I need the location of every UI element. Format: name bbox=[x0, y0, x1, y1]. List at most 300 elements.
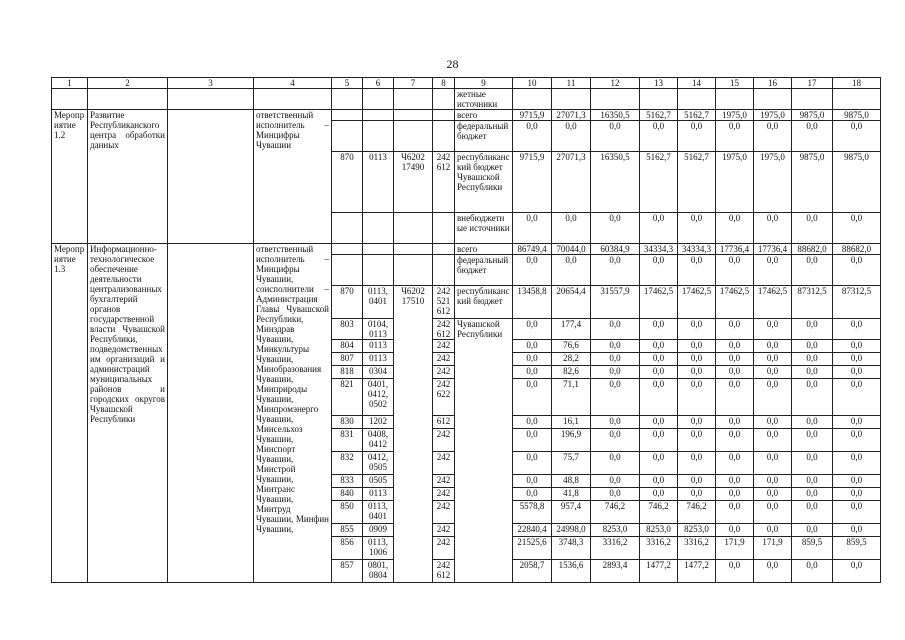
code-cell: 242 612 bbox=[433, 319, 455, 340]
column-number: 12 bbox=[591, 78, 640, 89]
value-cell: 3316,2 bbox=[591, 537, 640, 560]
empty-cell bbox=[168, 110, 254, 244]
empty-cell bbox=[363, 89, 394, 110]
value-cell: 0,0 bbox=[792, 255, 833, 286]
value-cell: 0,0 bbox=[716, 452, 754, 475]
value-cell: 0,0 bbox=[833, 319, 881, 340]
value-cell: 24998,0 bbox=[552, 524, 591, 537]
value-cell: 177,4 bbox=[552, 319, 591, 340]
column-number: 9 bbox=[455, 78, 513, 89]
column-number: 18 bbox=[833, 78, 881, 89]
value-cell: 0,0 bbox=[678, 366, 716, 379]
value-cell: 75,7 bbox=[552, 452, 591, 475]
value-cell: 0,0 bbox=[716, 488, 754, 501]
value-cell: 0,0 bbox=[792, 501, 833, 524]
value-cell: 82,6 bbox=[552, 366, 591, 379]
funding-source: всего bbox=[455, 244, 513, 255]
value-cell: 0,0 bbox=[513, 429, 552, 452]
value-cell: 0,0 bbox=[833, 488, 881, 501]
value-cell: 0,0 bbox=[754, 452, 792, 475]
value-cell: 0,0 bbox=[640, 319, 678, 340]
empty-cell bbox=[640, 89, 678, 110]
value-cell: 0,0 bbox=[591, 475, 640, 488]
page-number: 28 bbox=[446, 57, 459, 71]
code-cell: 870 bbox=[332, 152, 363, 213]
funding-source: федеральный бюджет bbox=[455, 121, 513, 152]
code-cell: 242 bbox=[433, 537, 455, 560]
table-row bbox=[52, 244, 881, 255]
value-cell: 0,0 bbox=[716, 416, 754, 429]
value-cell: 196,9 bbox=[552, 429, 591, 452]
code-cell: 870 bbox=[332, 286, 363, 319]
code-cell: 0505 bbox=[363, 475, 394, 488]
value-cell: 0,0 bbox=[833, 366, 881, 379]
empty-cell bbox=[433, 213, 455, 244]
empty-cell bbox=[332, 255, 363, 286]
value-cell: 17462,5 bbox=[678, 286, 716, 319]
value-cell: 0,0 bbox=[716, 319, 754, 340]
value-cell: 5162,7 bbox=[640, 110, 678, 121]
funding-source: республиканский бюджет bbox=[455, 286, 513, 319]
value-cell: 17462,5 bbox=[754, 286, 792, 319]
value-cell: 0,0 bbox=[754, 501, 792, 524]
column-number: 17 bbox=[792, 78, 833, 89]
value-cell: 0,0 bbox=[754, 475, 792, 488]
value-cell: 0,0 bbox=[754, 366, 792, 379]
value-cell: 0,0 bbox=[754, 488, 792, 501]
code-cell: 0104, 0113 bbox=[363, 319, 394, 340]
value-cell: 746,2 bbox=[640, 501, 678, 524]
value-cell: 0,0 bbox=[513, 488, 552, 501]
value-cell: 1975,0 bbox=[754, 152, 792, 213]
value-cell: 2893,4 bbox=[591, 560, 640, 583]
value-cell: 34334,3 bbox=[640, 244, 678, 255]
measure-name: Развитие Республиканского центра обработки данных bbox=[88, 110, 168, 244]
value-cell: 0,0 bbox=[591, 452, 640, 475]
code-cell: 0401, 0412, 0502 bbox=[363, 379, 394, 416]
value-cell: 0,0 bbox=[833, 121, 881, 152]
value-cell: 88682,0 bbox=[792, 244, 833, 255]
value-cell: 0,0 bbox=[640, 366, 678, 379]
value-cell: 0,0 bbox=[513, 255, 552, 286]
code-cell: 0909 bbox=[363, 524, 394, 537]
value-cell: 0,0 bbox=[640, 379, 678, 416]
value-cell: 9715,9 bbox=[513, 152, 552, 213]
value-cell: 0,0 bbox=[833, 213, 881, 244]
value-cell: 48,8 bbox=[552, 475, 591, 488]
value-cell: 86749,4 bbox=[513, 244, 552, 255]
value-cell: 9875,0 bbox=[792, 152, 833, 213]
code-cell: 242 bbox=[433, 429, 455, 452]
value-cell: 5578,8 bbox=[513, 501, 552, 524]
empty-cell bbox=[363, 213, 394, 244]
value-cell: 0,0 bbox=[640, 429, 678, 452]
value-cell: 0,0 bbox=[513, 340, 552, 353]
empty-cell bbox=[552, 89, 591, 110]
value-cell: 0,0 bbox=[792, 452, 833, 475]
value-cell: 0,0 bbox=[754, 429, 792, 452]
empty-cell bbox=[332, 121, 363, 152]
empty-cell bbox=[363, 244, 394, 255]
code-cell: 0113, 0401 bbox=[363, 286, 394, 319]
code-cell: 242 bbox=[433, 488, 455, 501]
code-cell: 242 612 bbox=[433, 152, 455, 213]
value-cell: 21525,6 bbox=[513, 537, 552, 560]
empty-cell bbox=[332, 244, 363, 255]
empty-cell bbox=[433, 121, 455, 152]
column-number: 7 bbox=[394, 78, 433, 89]
value-cell: 0,0 bbox=[833, 353, 881, 366]
value-cell: 0,0 bbox=[792, 379, 833, 416]
value-cell: 27071,3 bbox=[552, 152, 591, 213]
value-cell: 3316,2 bbox=[678, 537, 716, 560]
value-cell: 0,0 bbox=[716, 524, 754, 537]
value-cell: 71,1 bbox=[552, 379, 591, 416]
empty-cell bbox=[363, 121, 394, 152]
value-cell: 0,0 bbox=[513, 366, 552, 379]
value-cell: 0,0 bbox=[513, 379, 552, 416]
value-cell: 1477,2 bbox=[640, 560, 678, 583]
value-cell: 0,0 bbox=[678, 416, 716, 429]
value-cell: 0,0 bbox=[513, 416, 552, 429]
table-body bbox=[52, 78, 881, 583]
value-cell: 0,0 bbox=[678, 121, 716, 152]
value-cell: 5162,7 bbox=[678, 152, 716, 213]
value-cell: 0,0 bbox=[792, 488, 833, 501]
value-cell: 0,0 bbox=[591, 340, 640, 353]
value-cell: 0,0 bbox=[591, 366, 640, 379]
empty-cell bbox=[254, 89, 332, 110]
value-cell: 8253,0 bbox=[640, 524, 678, 537]
column-number: 11 bbox=[552, 78, 591, 89]
code-cell: 0113, 1006 bbox=[363, 537, 394, 560]
value-cell: 16350,5 bbox=[591, 110, 640, 121]
value-cell: 171,9 bbox=[754, 537, 792, 560]
executor: ответственный исполнитель – Минцифры Чувашии, соисполнители – Администрация Главы Чувашской Республики, Минздрав Чувашии, Минкультуры Чувашии, Минобразования Чувашии, Минприроды Чувашии, Минпромэнерго Чувашии, Минсельхоз Чувашии, Минспорт Чувашии, Минстрой Чувашии, Минтранс Чувашии, Минтруд Чувашии, Минфин Чувашии, bbox=[254, 244, 332, 583]
empty-cell bbox=[833, 89, 881, 110]
value-cell: 0,0 bbox=[640, 475, 678, 488]
value-cell: 17462,5 bbox=[640, 286, 678, 319]
empty-cell bbox=[332, 89, 363, 110]
value-cell: 0,0 bbox=[792, 353, 833, 366]
value-cell: 0,0 bbox=[513, 353, 552, 366]
value-cell: 0,0 bbox=[792, 366, 833, 379]
value-cell: 0,0 bbox=[833, 501, 881, 524]
empty-cell bbox=[394, 255, 433, 286]
value-cell: 16,1 bbox=[552, 416, 591, 429]
empty-cell bbox=[433, 89, 455, 110]
value-cell: 0,0 bbox=[552, 121, 591, 152]
value-cell: 3316,2 bbox=[640, 537, 678, 560]
value-cell: 27071,3 bbox=[552, 110, 591, 121]
value-cell: 0,0 bbox=[833, 416, 881, 429]
value-cell: 0,0 bbox=[754, 379, 792, 416]
empty-cell bbox=[678, 89, 716, 110]
value-cell: 87312,5 bbox=[792, 286, 833, 319]
budget-table bbox=[51, 77, 881, 583]
value-cell: 0,0 bbox=[678, 319, 716, 340]
code-cell: 612 bbox=[433, 416, 455, 429]
code-cell: 242 bbox=[433, 340, 455, 353]
value-cell: 88682,0 bbox=[833, 244, 881, 255]
value-cell: 20654,4 bbox=[552, 286, 591, 319]
value-cell: 60384,9 bbox=[591, 244, 640, 255]
value-cell: 1975,0 bbox=[716, 110, 754, 121]
value-cell: 0,0 bbox=[792, 340, 833, 353]
value-cell: 3748,3 bbox=[552, 537, 591, 560]
value-cell: 0,0 bbox=[513, 452, 552, 475]
value-cell: 0,0 bbox=[513, 213, 552, 244]
column-number: 3 bbox=[168, 78, 254, 89]
code-cell: 242 bbox=[433, 524, 455, 537]
code-cell: 850 bbox=[332, 501, 363, 524]
value-cell: 0,0 bbox=[792, 319, 833, 340]
value-cell: 0,0 bbox=[754, 255, 792, 286]
code-cell: 1202 bbox=[363, 416, 394, 429]
code-cell: 0113 bbox=[363, 488, 394, 501]
value-cell: 8253,0 bbox=[678, 524, 716, 537]
code-cell: 821 bbox=[332, 379, 363, 416]
funding-source: всего bbox=[455, 110, 513, 121]
code-cell: 830 bbox=[332, 416, 363, 429]
value-cell: 0,0 bbox=[678, 255, 716, 286]
column-number-row bbox=[52, 78, 881, 89]
value-cell: 0,0 bbox=[640, 340, 678, 353]
value-cell: 0,0 bbox=[640, 353, 678, 366]
value-cell: 2058,7 bbox=[513, 560, 552, 583]
code-cell: 242 521 612 bbox=[433, 286, 455, 319]
value-cell: 0,0 bbox=[792, 524, 833, 537]
value-cell: 17462,5 bbox=[716, 286, 754, 319]
value-cell: 0,0 bbox=[754, 560, 792, 583]
value-cell: 17736,4 bbox=[754, 244, 792, 255]
column-number: 16 bbox=[754, 78, 792, 89]
code-cell: 242 bbox=[433, 353, 455, 366]
value-cell: 0,0 bbox=[640, 121, 678, 152]
empty-cell bbox=[363, 255, 394, 286]
code-cell: 0113 bbox=[363, 152, 394, 213]
empty-cell bbox=[792, 89, 833, 110]
code-cell: 242 612 bbox=[433, 560, 455, 583]
value-cell: 0,0 bbox=[716, 353, 754, 366]
empty-cell bbox=[332, 213, 363, 244]
code-cell: Ч6202 17510 bbox=[394, 286, 433, 583]
value-cell: 0,0 bbox=[552, 213, 591, 244]
value-cell: 9875,0 bbox=[833, 152, 881, 213]
value-cell: 87312,5 bbox=[833, 286, 881, 319]
value-cell: 0,0 bbox=[716, 340, 754, 353]
value-cell: 0,0 bbox=[591, 255, 640, 286]
value-cell: 0,0 bbox=[792, 416, 833, 429]
column-number: 10 bbox=[513, 78, 552, 89]
column-number: 1 bbox=[52, 78, 88, 89]
empty-cell bbox=[363, 110, 394, 121]
code-cell: 0412, 0505 bbox=[363, 452, 394, 475]
budget-table-wrapper bbox=[51, 77, 880, 583]
value-cell: 9715,9 bbox=[513, 110, 552, 121]
value-cell: 16350,5 bbox=[591, 152, 640, 213]
value-cell: 0,0 bbox=[716, 501, 754, 524]
value-cell: 70044,0 bbox=[552, 244, 591, 255]
value-cell: 0,0 bbox=[716, 213, 754, 244]
value-cell: 0,0 bbox=[833, 429, 881, 452]
column-number: 4 bbox=[254, 78, 332, 89]
value-cell: 0,0 bbox=[716, 255, 754, 286]
table-row bbox=[52, 110, 881, 121]
value-cell: 957,4 bbox=[552, 501, 591, 524]
value-cell: 5162,7 bbox=[678, 110, 716, 121]
measure-name: Информационно-технологическое обеспечение деятельности централизованных бухгалтерий органов государственной власти Чувашской Республики, подведомственных им организаций и администраций муниципальных районов и городских округов Чувашской Республики bbox=[88, 244, 168, 583]
code-cell: 0801, 0804 bbox=[363, 560, 394, 583]
value-cell: 0,0 bbox=[754, 353, 792, 366]
code-cell: 0304 bbox=[363, 366, 394, 379]
column-number: 5 bbox=[332, 78, 363, 89]
value-cell: 859,5 bbox=[833, 537, 881, 560]
value-cell: 0,0 bbox=[792, 429, 833, 452]
value-cell: 28,2 bbox=[552, 353, 591, 366]
value-cell: 0,0 bbox=[833, 255, 881, 286]
value-cell: 859,5 bbox=[792, 537, 833, 560]
code-cell: Ч6202 17490 bbox=[394, 152, 433, 213]
value-cell: 0,0 bbox=[640, 416, 678, 429]
value-cell: 31557,9 bbox=[591, 286, 640, 319]
code-cell: 0113 bbox=[363, 340, 394, 353]
code-cell: 242 bbox=[433, 501, 455, 524]
funding-source: жетные источники bbox=[455, 89, 513, 110]
empty-cell bbox=[394, 213, 433, 244]
column-number: 8 bbox=[433, 78, 455, 89]
value-cell: 0,0 bbox=[754, 121, 792, 152]
code-cell: 242 622 bbox=[433, 379, 455, 416]
value-cell: 0,0 bbox=[754, 416, 792, 429]
empty-cell bbox=[394, 244, 433, 255]
value-cell: 1975,0 bbox=[716, 152, 754, 213]
empty-cell bbox=[716, 89, 754, 110]
value-cell: 0,0 bbox=[833, 524, 881, 537]
value-cell: 746,2 bbox=[678, 501, 716, 524]
value-cell: 0,0 bbox=[716, 475, 754, 488]
value-cell: 17736,4 bbox=[716, 244, 754, 255]
value-cell: 0,0 bbox=[591, 213, 640, 244]
value-cell: 76,6 bbox=[552, 340, 591, 353]
value-cell: 0,0 bbox=[754, 340, 792, 353]
empty-cell bbox=[394, 110, 433, 121]
value-cell: 171,9 bbox=[716, 537, 754, 560]
empty-cell bbox=[332, 110, 363, 121]
value-cell: 0,0 bbox=[640, 213, 678, 244]
code-cell: 803 bbox=[332, 319, 363, 340]
code-cell: 831 bbox=[332, 429, 363, 452]
value-cell: 0,0 bbox=[591, 429, 640, 452]
value-cell: 0,0 bbox=[513, 475, 552, 488]
value-cell: 0,0 bbox=[678, 429, 716, 452]
funding-source: Чувашской Республики bbox=[455, 319, 513, 583]
code-cell: 242 bbox=[433, 475, 455, 488]
value-cell: 0,0 bbox=[640, 255, 678, 286]
value-cell: 0,0 bbox=[716, 366, 754, 379]
value-cell: 0,0 bbox=[833, 560, 881, 583]
value-cell: 0,0 bbox=[552, 255, 591, 286]
value-cell: 0,0 bbox=[591, 379, 640, 416]
empty-cell bbox=[513, 89, 552, 110]
empty-cell bbox=[52, 89, 88, 110]
code-cell: 0113 bbox=[363, 353, 394, 366]
value-cell: 0,0 bbox=[678, 488, 716, 501]
value-cell: 0,0 bbox=[591, 416, 640, 429]
value-cell: 0,0 bbox=[754, 524, 792, 537]
code-cell: 242 bbox=[433, 452, 455, 475]
value-cell: 0,0 bbox=[678, 475, 716, 488]
value-cell: 0,0 bbox=[513, 121, 552, 152]
code-cell: 242 bbox=[433, 366, 455, 379]
value-cell: 0,0 bbox=[678, 353, 716, 366]
measure-id: Мероприятие 1.3 bbox=[52, 244, 88, 583]
code-cell: 833 bbox=[332, 475, 363, 488]
value-cell: 13458,8 bbox=[513, 286, 552, 319]
value-cell: 0,0 bbox=[716, 121, 754, 152]
value-cell: 0,0 bbox=[591, 353, 640, 366]
value-cell: 22840,4 bbox=[513, 524, 552, 537]
code-cell: 0113, 0401 bbox=[363, 501, 394, 524]
empty-cell bbox=[591, 89, 640, 110]
value-cell: 0,0 bbox=[678, 213, 716, 244]
code-cell: 832 bbox=[332, 452, 363, 475]
measure-id: Мероприятие 1.2 bbox=[52, 110, 88, 244]
value-cell: 5162,7 bbox=[640, 152, 678, 213]
value-cell: 0,0 bbox=[591, 319, 640, 340]
value-cell: 0,0 bbox=[833, 379, 881, 416]
empty-cell bbox=[433, 255, 455, 286]
empty-cell bbox=[754, 89, 792, 110]
value-cell: 0,0 bbox=[640, 488, 678, 501]
code-cell: 856 bbox=[332, 537, 363, 560]
column-number: 6 bbox=[363, 78, 394, 89]
column-number: 15 bbox=[716, 78, 754, 89]
value-cell: 41,8 bbox=[552, 488, 591, 501]
empty-cell bbox=[168, 89, 254, 110]
value-cell: 0,0 bbox=[833, 452, 881, 475]
column-number: 14 bbox=[678, 78, 716, 89]
empty-cell bbox=[394, 121, 433, 152]
value-cell: 746,2 bbox=[591, 501, 640, 524]
value-cell: 0,0 bbox=[678, 379, 716, 416]
value-cell: 0,0 bbox=[716, 429, 754, 452]
value-cell: 34334,3 bbox=[678, 244, 716, 255]
funding-source: федеральный бюджет bbox=[455, 255, 513, 286]
code-cell: 855 bbox=[332, 524, 363, 537]
value-cell: 1477,2 bbox=[678, 560, 716, 583]
value-cell: 0,0 bbox=[591, 121, 640, 152]
value-cell: 0,0 bbox=[833, 340, 881, 353]
value-cell: 9875,0 bbox=[792, 110, 833, 121]
value-cell: 0,0 bbox=[792, 560, 833, 583]
value-cell: 0,0 bbox=[716, 560, 754, 583]
code-cell: 840 bbox=[332, 488, 363, 501]
value-cell: 0,0 bbox=[640, 452, 678, 475]
code-cell: 0408, 0412 bbox=[363, 429, 394, 452]
empty-cell bbox=[433, 110, 455, 121]
funding-source: республиканский бюджет Чувашской Республики bbox=[455, 152, 513, 213]
value-cell: 0,0 bbox=[754, 319, 792, 340]
value-cell: 0,0 bbox=[754, 213, 792, 244]
value-cell: 9875,0 bbox=[833, 110, 881, 121]
column-number: 13 bbox=[640, 78, 678, 89]
empty-cell bbox=[433, 244, 455, 255]
value-cell: 0,0 bbox=[792, 121, 833, 152]
value-cell: 0,0 bbox=[591, 488, 640, 501]
code-cell: 818 bbox=[332, 366, 363, 379]
value-cell: 1536,6 bbox=[552, 560, 591, 583]
